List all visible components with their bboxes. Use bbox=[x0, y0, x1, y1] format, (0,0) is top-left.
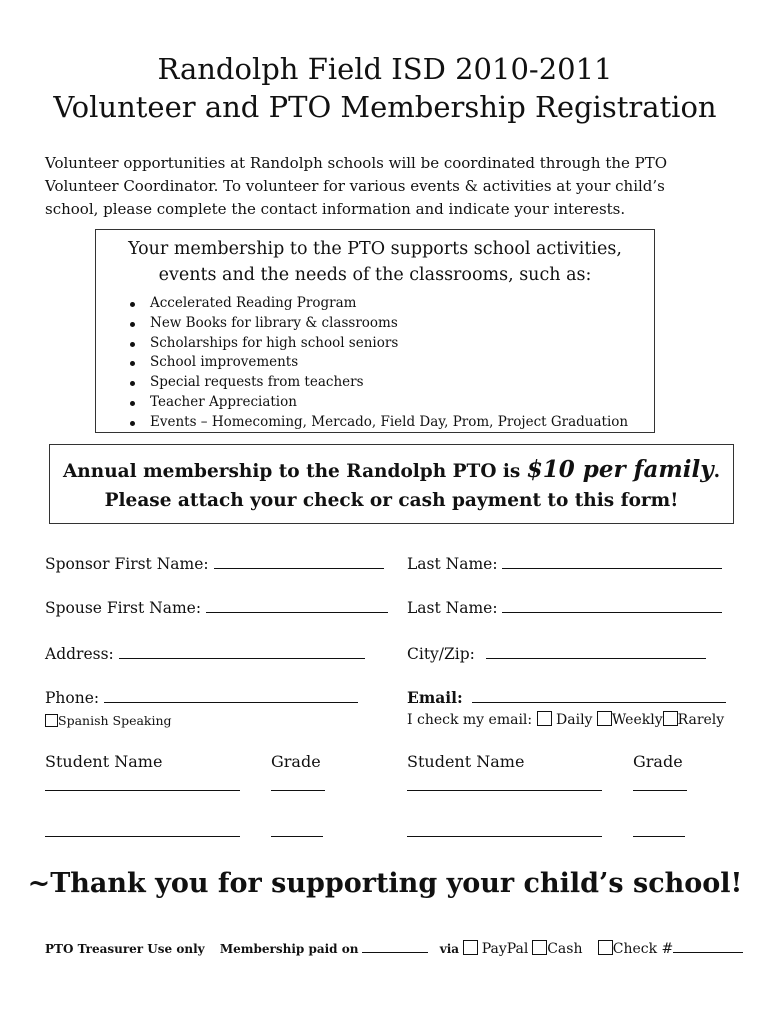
spouse-last-name-line[interactable] bbox=[502, 598, 722, 613]
sponsor-last-name-field[interactable] bbox=[407, 554, 722, 574]
support-heading-line-1: Your membership to the PTO supports school activities, bbox=[128, 239, 622, 259]
student-name-header-1: Student Name bbox=[45, 752, 163, 771]
grade-line[interactable] bbox=[271, 776, 325, 796]
spouse-first-name-line[interactable] bbox=[206, 598, 388, 613]
check-number-label: Check # bbox=[612, 941, 674, 957]
city-zip-field[interactable] bbox=[407, 644, 706, 664]
document-title bbox=[0, 50, 770, 126]
spouse-last-name-label: Last Name: bbox=[407, 599, 498, 617]
support-item: Scholarships for high school seniors bbox=[128, 334, 654, 354]
cash-label: Cash bbox=[547, 941, 583, 957]
cash-checkbox[interactable] bbox=[532, 940, 547, 955]
intro-paragraph bbox=[45, 152, 725, 221]
student-name-line[interactable] bbox=[407, 822, 602, 842]
spouse-last-name-field[interactable] bbox=[407, 598, 722, 618]
paypal-label: PayPal bbox=[481, 941, 529, 957]
paid-on-date-line[interactable] bbox=[362, 942, 428, 953]
weekly-checkbox[interactable] bbox=[597, 711, 612, 726]
support-box bbox=[95, 229, 655, 433]
fee-line-1 bbox=[50, 455, 733, 487]
paypal-checkbox[interactable] bbox=[463, 940, 478, 955]
membership-paid-on-label: Membership paid on bbox=[219, 942, 359, 956]
sponsor-first-name-label: Sponsor First Name: bbox=[45, 555, 209, 573]
grade-header-1: Grade bbox=[271, 752, 321, 771]
address-label: Address: bbox=[45, 645, 114, 663]
email-line[interactable] bbox=[472, 688, 726, 703]
student-name-line[interactable] bbox=[407, 776, 602, 796]
fee-prefix: Annual membership to the Randolph PTO is bbox=[62, 461, 527, 482]
sponsor-last-name-line[interactable] bbox=[502, 554, 722, 569]
weekly-label: Weekly bbox=[611, 712, 663, 728]
intro-line-3: school, please complete the contact information and indicate your interests. bbox=[45, 200, 626, 218]
sponsor-first-name-field[interactable] bbox=[45, 554, 384, 574]
treasurer-section bbox=[45, 940, 743, 958]
phone-field[interactable] bbox=[45, 688, 358, 708]
support-item: School improvements bbox=[128, 353, 654, 373]
address-line[interactable] bbox=[119, 644, 365, 659]
fee-suffix: . bbox=[713, 461, 721, 482]
student-name-line[interactable] bbox=[45, 776, 240, 796]
city-zip-label: City/Zip: bbox=[407, 645, 475, 663]
sponsor-first-name-line[interactable] bbox=[214, 554, 384, 569]
spouse-first-name-label: Spouse First Name: bbox=[45, 599, 202, 617]
phone-label: Phone: bbox=[45, 689, 100, 707]
support-item: Events – Homecoming, Mercado, Field Day, Prom, Project Graduation bbox=[128, 413, 654, 433]
spanish-speaking-option[interactable] bbox=[45, 711, 172, 731]
support-heading bbox=[96, 236, 654, 288]
phone-line[interactable] bbox=[104, 688, 358, 703]
grade-line[interactable] bbox=[633, 776, 687, 796]
student-name-line[interactable] bbox=[45, 822, 240, 842]
fee-line-2: Please attach your check or cash payment to this form! bbox=[104, 490, 679, 511]
title-line-1: Randolph Field ISD 2010-2011 bbox=[157, 52, 613, 86]
support-item: Teacher Appreciation bbox=[128, 393, 654, 413]
grade-line[interactable] bbox=[271, 822, 323, 842]
thank-you-message: ~Thank you for supporting your child’s school! bbox=[27, 868, 743, 899]
check-checkbox[interactable] bbox=[598, 940, 613, 955]
spanish-speaking-checkbox[interactable] bbox=[45, 714, 58, 727]
student-name-header-2: Student Name bbox=[407, 752, 525, 771]
intro-line-1: Volunteer opportunities at Randolph schools will be coordinated through the PTO bbox=[45, 154, 668, 172]
via-label: via bbox=[439, 942, 460, 956]
membership-fee-box bbox=[49, 444, 734, 524]
daily-checkbox[interactable] bbox=[537, 711, 552, 726]
fee-amount: $10 per family bbox=[526, 456, 714, 483]
address-field[interactable] bbox=[45, 644, 365, 664]
check-number-line[interactable] bbox=[673, 942, 743, 953]
email-frequency bbox=[407, 710, 724, 730]
email-frequency-label: I check my email: bbox=[407, 712, 533, 728]
spanish-speaking-label: Spanish Speaking bbox=[58, 713, 172, 728]
grade-header-2: Grade bbox=[633, 752, 683, 771]
rarely-checkbox[interactable] bbox=[663, 711, 678, 726]
title-line-2: Volunteer and PTO Membership Registration bbox=[53, 90, 717, 124]
email-field[interactable] bbox=[407, 688, 726, 708]
support-list bbox=[96, 294, 654, 433]
support-heading-line-2: events and the needs of the classrooms, such as: bbox=[158, 265, 592, 285]
sponsor-last-name-label: Last Name: bbox=[407, 555, 498, 573]
support-item: Accelerated Reading Program bbox=[128, 294, 654, 314]
grade-line[interactable] bbox=[633, 822, 685, 842]
rarely-label: Rarely bbox=[677, 712, 725, 728]
city-zip-line[interactable] bbox=[486, 644, 706, 659]
treasurer-use-only-label: PTO Treasurer Use only bbox=[45, 942, 205, 956]
intro-line-2: Volunteer Coordinator. To volunteer for various events & activities at your child’s bbox=[45, 177, 665, 195]
support-item: Special requests from teachers bbox=[128, 373, 654, 393]
daily-label: Daily bbox=[556, 712, 593, 728]
spouse-first-name-field[interactable] bbox=[45, 598, 388, 618]
email-label: Email: bbox=[407, 688, 463, 707]
support-item: New Books for library & classrooms bbox=[128, 314, 654, 334]
